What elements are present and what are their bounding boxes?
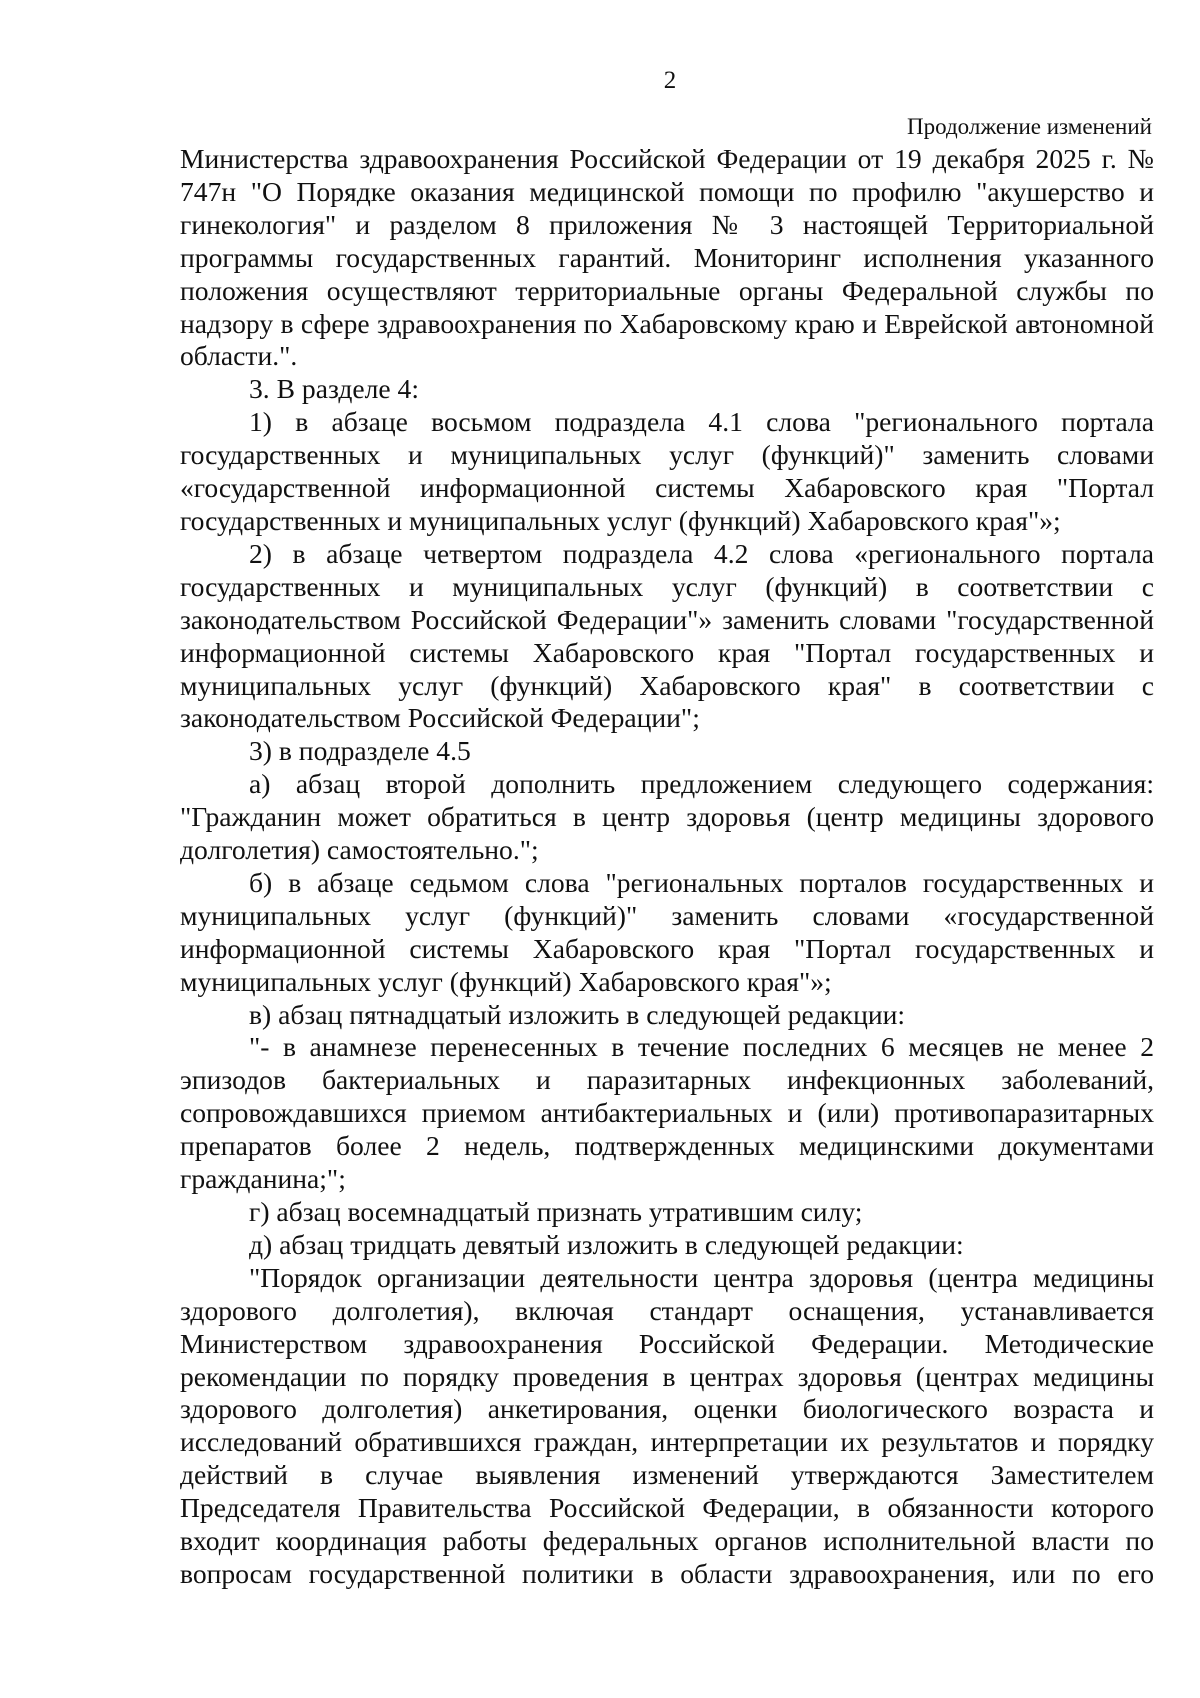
paragraph-section-4: 3. В разделе 4: bbox=[249, 373, 420, 405]
document-body bbox=[180, 143, 1154, 1591]
paragraph-subitem-v: в) абзац пятнадцатый изложить в следующей редакции: bbox=[249, 998, 906, 1030]
paragraph-continued: Министерства здравоохранения Российской Федерации от 19 декабря 2025 г. № 747н "О Порядке оказания медицинской помощи по профилю "акушерство и гинекология" и разделом 8 приложения № 3 настоящей Территориальной программы государственных гарантий. Мониторинг исполнения указанного положения осуществляют территориальные органы Федеральной службы по надзору в сфере здравоохранения по Хабаровскому краю и Еврейской автономной области.". bbox=[180, 143, 1154, 372]
paragraph-item-1: 1) в абзаце восьмом подраздела 4.1 слова "регионального портала государственных и муниципальных услуг (функций)" заменить словами «государственной информационной системы Хабаровского края "Портал государственных и муниципальных услуг (функций) Хабаровского края"»; bbox=[180, 406, 1154, 536]
paragraph-subitem-d: д) абзац тридцать девятый изложить в следующей редакции: bbox=[249, 1228, 964, 1260]
paragraph-subitem-g: г) абзац восемнадцатый признать утратившим силу; bbox=[249, 1196, 863, 1227]
paragraph-quote-anamnesis: "- в анамнезе перенесенных в течение последних 6 месяцев не менее 2 эпизодов бактериальных и паразитарных инфекционных заболеваний, сопровождавшихся приемом антибактериальных и (или) противопаразитарных препаратов более 2 недель, подтвержденных медицинскими документами гражданина;"; bbox=[180, 1031, 1154, 1195]
paragraph-subitem-b: б) в абзаце седьмом слова "региональных порталов государственных и муниципальных услуг (функций)" заменить словами «государственной информационной системы Хабаровского края "Портал государственных и муниципальных услуг (функций) Хабаровского края"»; bbox=[180, 866, 1154, 997]
paragraph-quote-health-center: "Порядок организации деятельности центра здоровья (центра медицины здорового долголетия), включая стандарт оснащения, устанавливается Министерством здравоохранения Российской Федерации. Методические рекомендации по порядку проведения в центрах здоровья (центрах медицины здорового долголетия) анкетирования, оценки биологического возраста и исследований обратившихся граждан, интерпретации их результатов и порядку действий в случае выявления изменений утверждаются Заместителем Председателя Правительства Российской Федерации, в обязанности которого входит координация работы федеральных органов исполнительной власти по вопросам государственной политики в области здравоохранения, или по его bbox=[180, 1261, 1154, 1589]
paragraph-item-3: 3) в подразделе 4.5 bbox=[249, 735, 471, 767]
continuation-label: Продолжение изменений bbox=[907, 114, 1152, 139]
page-number: 2 bbox=[663, 67, 677, 94]
paragraph-item-2: 2) в абзаце четвертом подраздела 4.2 слова «регионального портала государственных и муниципальных услуг (функций) в соответствии с законодательством Российской Федерации"» заменить словами "государственной информационной системы Хабаровского края "Портал государственных и муниципальных услуг (функций) Хабаровского края" в соответствии с законодательством Российской Федерации"; bbox=[180, 537, 1154, 734]
paragraph-subitem-a: а) абзац второй дополнить предложением следующего содержания: "Гражданин может обратиться в центр здоровья (центр медицины здорового долголетия) самостоятельно."; bbox=[180, 768, 1154, 866]
